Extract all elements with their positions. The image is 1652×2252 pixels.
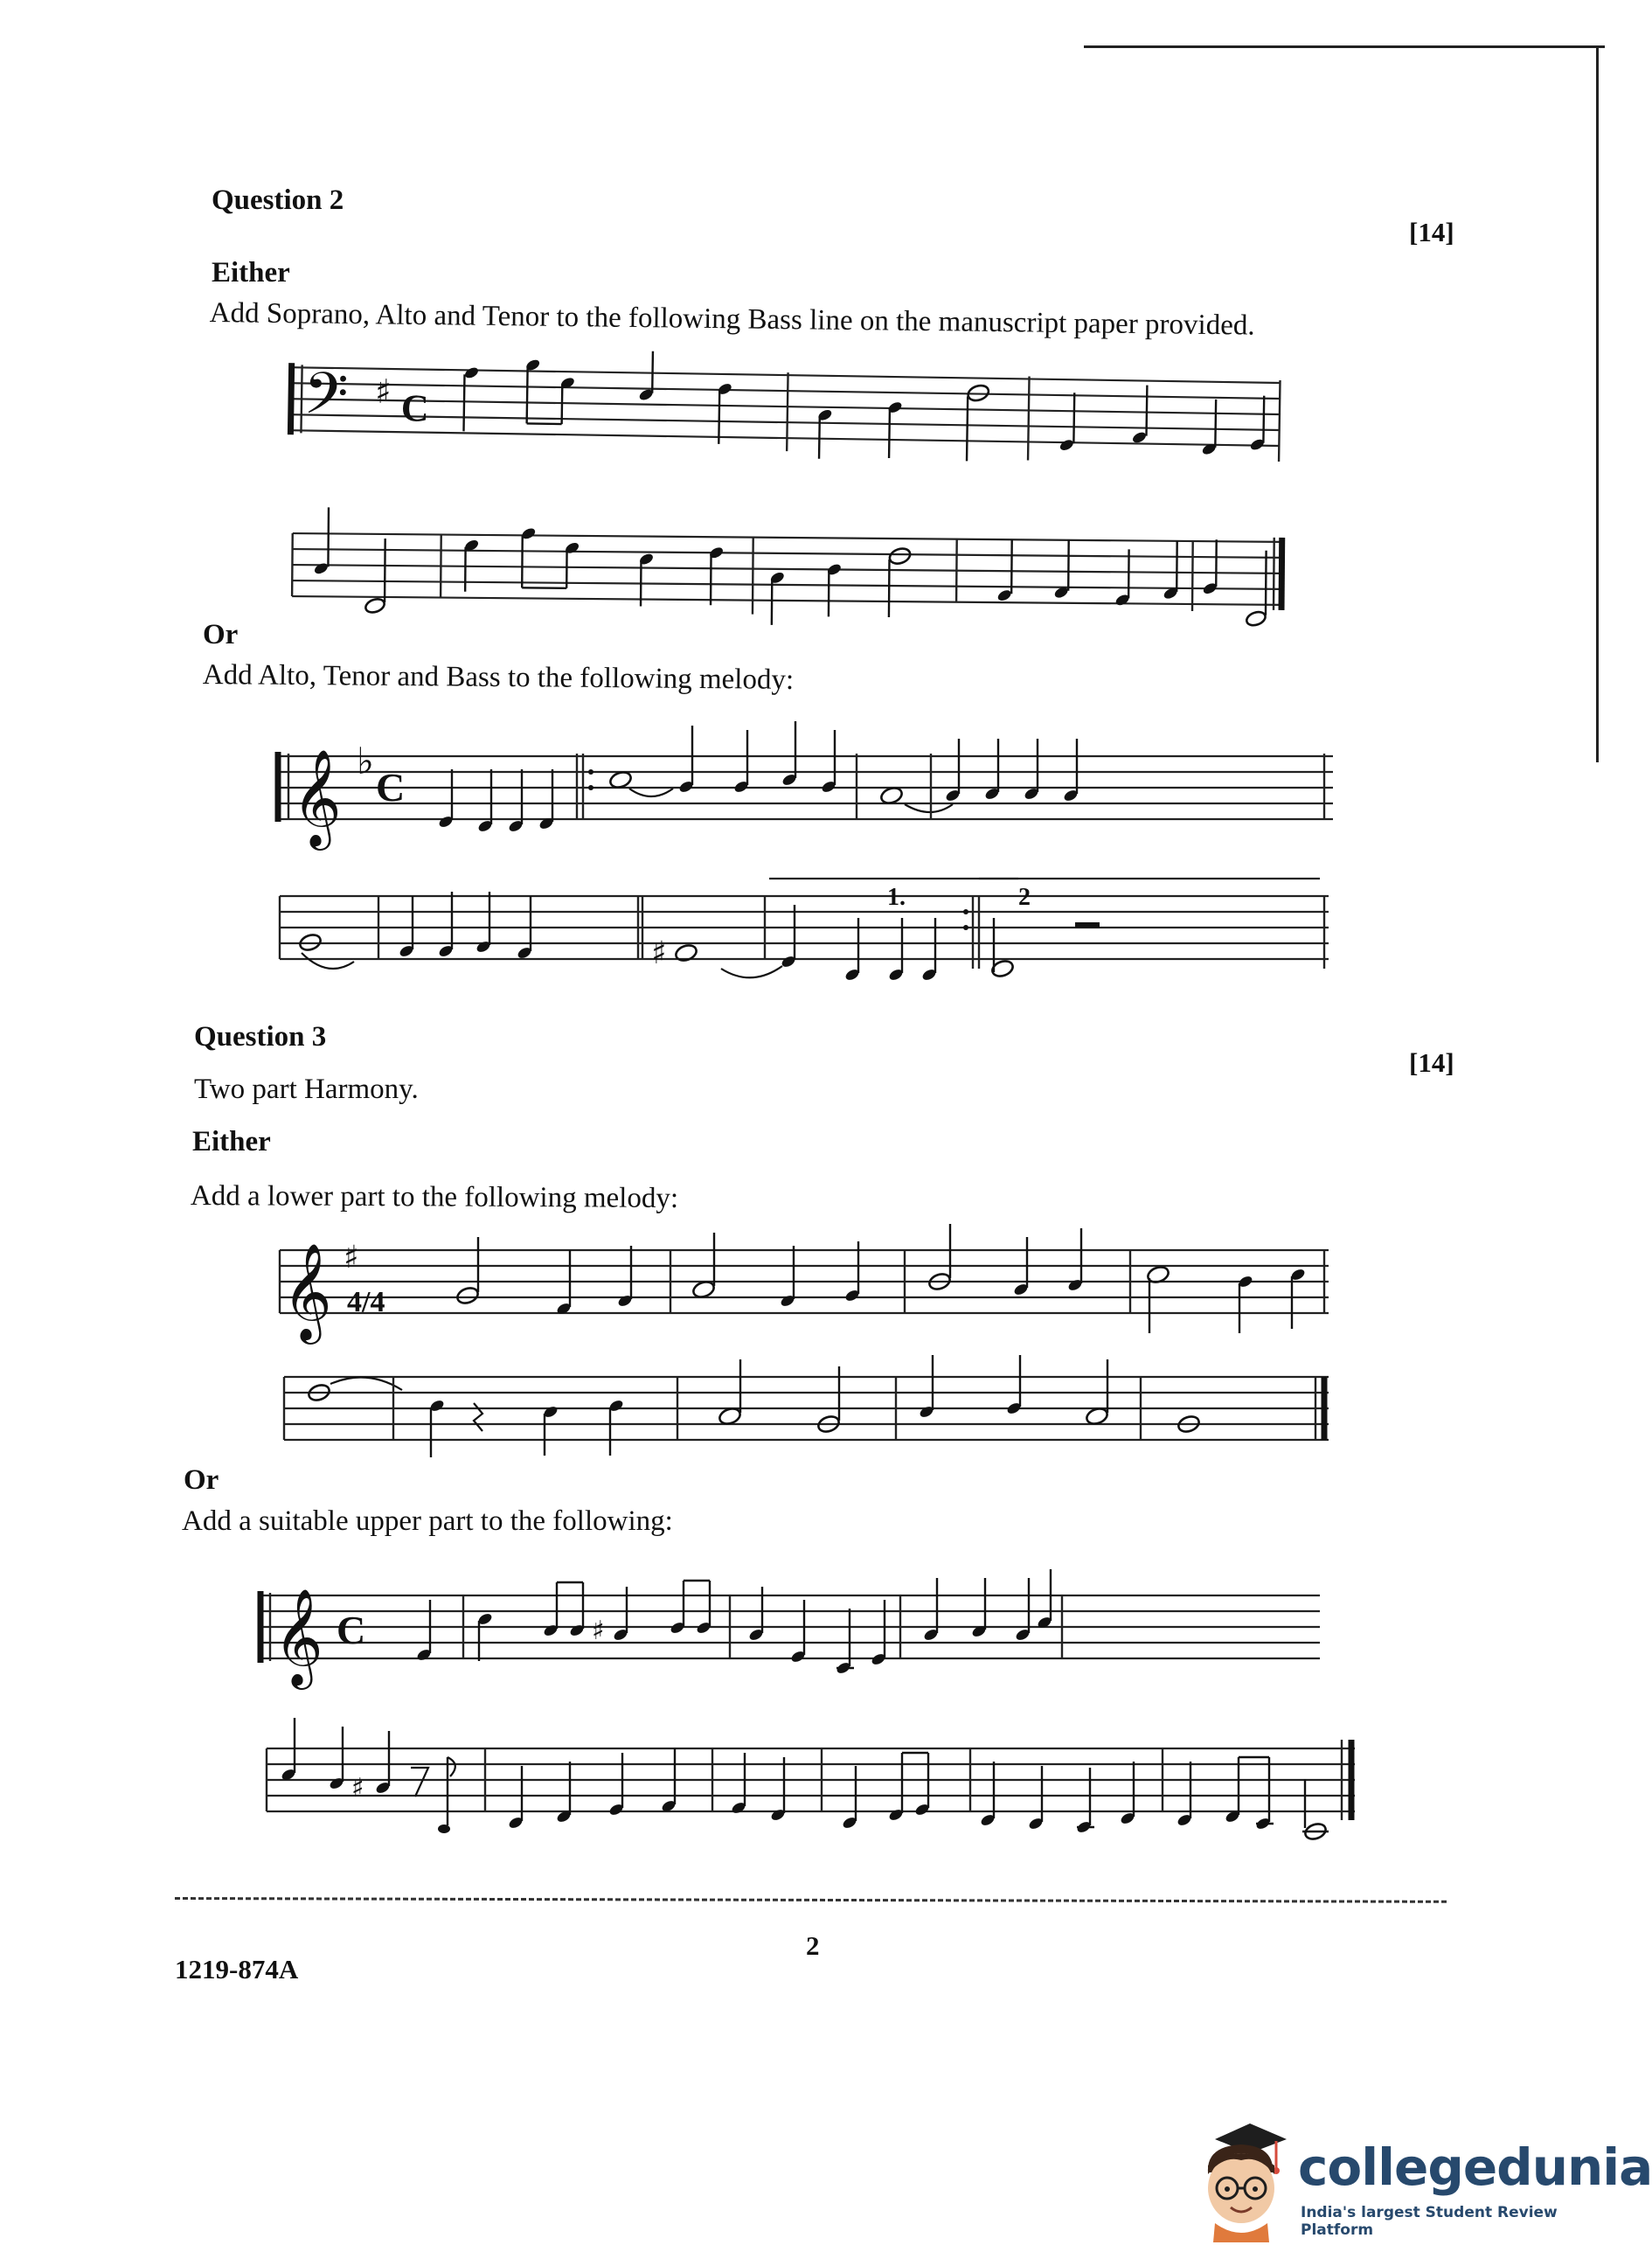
sharp-icon: ♯ xyxy=(651,935,667,971)
question-3-either-instruction: Add a lower part to the following melody: xyxy=(190,1180,679,1214)
brand-name: collegedunia xyxy=(1298,2137,1652,2197)
question-3-or-instruction: Add a suitable upper part to the following: xyxy=(182,1505,673,1537)
question-3-marks: [14] xyxy=(1409,1047,1454,1078)
question-2-or-label: Or xyxy=(203,619,239,650)
page-edge-line xyxy=(1596,45,1599,762)
paper-code: 1219-874A xyxy=(175,1954,299,1984)
student-mascot-icon xyxy=(1189,2120,1292,2242)
question-2-either-label: Either xyxy=(212,257,290,288)
flat-icon: ♭ xyxy=(357,740,374,782)
melody-staff-2 xyxy=(275,865,1359,1010)
question-2-or-instruction: Add Alto, Tenor and Bass to the following melody: xyxy=(202,659,795,696)
question-3-or-label: Or xyxy=(184,1464,219,1496)
second-ending-label: 2 xyxy=(1018,884,1031,911)
page-number: 2 xyxy=(806,1930,820,1961)
treble-clef-icon: 𝄞 xyxy=(282,1242,332,1340)
footer-divider xyxy=(175,1897,1447,1903)
page-corner-line xyxy=(1084,45,1605,48)
bass-line-staff-1 xyxy=(280,345,1294,498)
question-2-title: Question 2 xyxy=(212,184,344,216)
time-signature: C xyxy=(337,1608,366,1652)
question-3-title: Question 3 xyxy=(194,1021,327,1053)
question-2-marks: [14] xyxy=(1409,217,1454,247)
sharp-icon: ♯ xyxy=(592,1616,605,1646)
treble-clef-icon: 𝄞 xyxy=(292,748,342,846)
question-3-subtitle: Two part Harmony. xyxy=(194,1074,419,1105)
bass-clef-icon: 𝄢 xyxy=(302,359,350,442)
question-3-either-label: Either xyxy=(192,1126,271,1157)
time-signature: C xyxy=(376,765,406,810)
two-part-melody-staff-1 xyxy=(267,1224,1350,1346)
time-signature: 4/4 xyxy=(347,1286,385,1318)
sharp-icon: ♯ xyxy=(351,1773,364,1804)
collegedunia-watermark xyxy=(1189,2120,1652,2242)
treble-clef-icon: 𝄞 xyxy=(274,1588,323,1686)
sharp-icon: ♯ xyxy=(374,372,392,412)
first-ending-label: 1. xyxy=(887,884,906,911)
upper-part-bass-staff-2 xyxy=(262,1713,1381,1853)
sharp-icon: ♯ xyxy=(344,1240,359,1275)
bass-line-staff-2 xyxy=(288,507,1302,638)
upper-part-bass-staff-1 xyxy=(249,1565,1333,1696)
brand-tagline: India's largest Student Review Platform xyxy=(1301,2204,1558,2239)
melody-staff-1 xyxy=(262,717,1346,870)
question-2-either-instruction: Add Soprano, Alto and Tenor to the following Bass line on the manuscript paper provided. xyxy=(209,297,1255,342)
two-part-melody-staff-2 xyxy=(280,1351,1364,1473)
time-signature: C xyxy=(400,386,430,430)
